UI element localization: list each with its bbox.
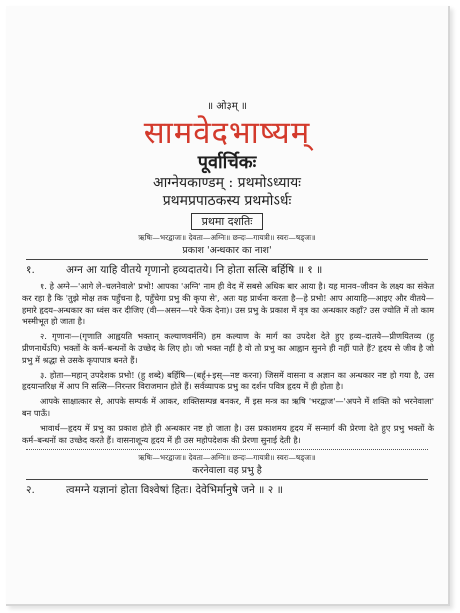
bhavartha-paragraph: भावार्थ—हृदय में प्रभु का प्रकाश होते ही अन्धकार नष्ट हो जाता है। उस प्रकाशमय हृदय में सन्मार्ग की प्रेरणा देते हुए प्रभु भक्तों के कर्म–बन्धनों का उच्छेद करते हैं। वासनाशून्य हृदय में ही उस महोपदेशक की प्रेरणा सुनाई देती है। [22,422,434,445]
mantra-2 [12,483,442,498]
mantra-text: अग्न आ याहि वीतये गृणानो हव्यदातये। नि होता सत्सि बर्हिषि ॥ १ ॥ [66,264,323,276]
mantra-text: त्वमग्ने यज्ञानां होता विश्वेषां हितः। देवेभिर्मानुषे जने ॥ २ ॥ [66,484,283,497]
mantra-heading-1: प्रकाश 'अन्धकार का नाश' [182,245,272,256]
dashati-label: प्रथमा दशतिः [191,213,264,230]
part-title: प्रथमप्रपाठकस्य प्रथमोऽर्धः [162,193,292,209]
mantra-number: २. [26,484,35,497]
mantra-meta-1: ऋषिः—भरद्वाजः॥ देवता—अग्निः॥ छन्दः—गायत्री॥ स्वरः—षड्जः॥ [138,233,316,242]
mantra-number: १. [26,264,35,276]
commentary-paragraph-1: १. हे अग्ने—'आगे ले–चलनेवाले' प्रभो! आपका 'अग्नि' नाम ही वेद में सबसे अधिक बार आया है। यह मानव–जीवन के लक्ष्य का संकेत कर रहा है कि 'तुझे मोक्ष तक पहुँचना है, पहुँचेगा प्रभु की कृपा से', अतः यह प्रार्थना करता है—हे प्रभो! आप आयाहि—आइए और वीतये—हमारे हृदय–अन्धकार का ध्वंस कर दीजिए (वी—असन—परे फेंक देना)। उस प्रभु के प्रकाश में वृत्र का अन्धकार कहाँ? उस ज्योति में तो काम भस्मीभूत हो जाता है। [22,281,434,327]
mantra-heading-2: करनेवाला वह प्रभु है [192,465,262,477]
commentary-paragraph-4: आपके साक्षात्कार से, आपके सम्पर्क में आकर, शक्तिसम्पन्न बनकर, मैं इस मन्त्र का ऋषि 'भरद्वाज'—'अपने में शक्ति को भरनेवाला' बन पाऊँ। [22,396,434,418]
document-page [6,6,450,606]
dotted-divider [26,449,428,450]
commentary-paragraph-3: ३. होता—महान् उपदेशक प्रभो! (हु शब्दे) बर्हिषि—(बर्ह्+इस्—नष्ट करना) जिसमें वासना व अज्ञान का अन्धकार नष्ट हो गया है, उस हृदयान्तरिक्ष में आप नि सत्सि—निरन्तर विराजमान होते हैं। सर्वव्यापक प्रभु का दर्शन पवित्र हृदय में ही होता है। [22,369,434,392]
section-title: पूर्वार्चिकः [197,152,257,173]
om-invocation: ॥ ओ३म् ॥ [207,101,247,112]
divider [26,479,428,480]
book-title: सामवेदभाष्यम् [143,115,311,151]
mantra-meta-2: ऋषिः—भरद्वाजः॥ देवता—अग्निः॥ छन्दः—गायत्री॥ स्वरः—षड्जः॥ [138,453,316,463]
mantra-1 [12,263,442,278]
chapter-title: आग्नेयकाण्डम् : प्रथमोऽध्यायः [152,175,302,191]
commentary-paragraph-2: २. गृणानः—(गृणाति आह्वयति भक्तान् कल्याणवर्मनि) हम कल्याण के मार्ग का उपदेश देते हुए हव्य–दातये—प्रीणयितव्य (हु प्रीणनार्थेऽपि) भक्तों के कर्म–बन्धनों के उच्छेद के लिए हो। जो भक्त नहीं है वो तो प्रभु का आह्वान सुनने ही नहीं पाते हैं? हृदय से जीव है जो प्रभु में श्रद्धा से उसके कृपापात्र बनते हैं। [22,331,434,365]
divider [26,259,428,260]
